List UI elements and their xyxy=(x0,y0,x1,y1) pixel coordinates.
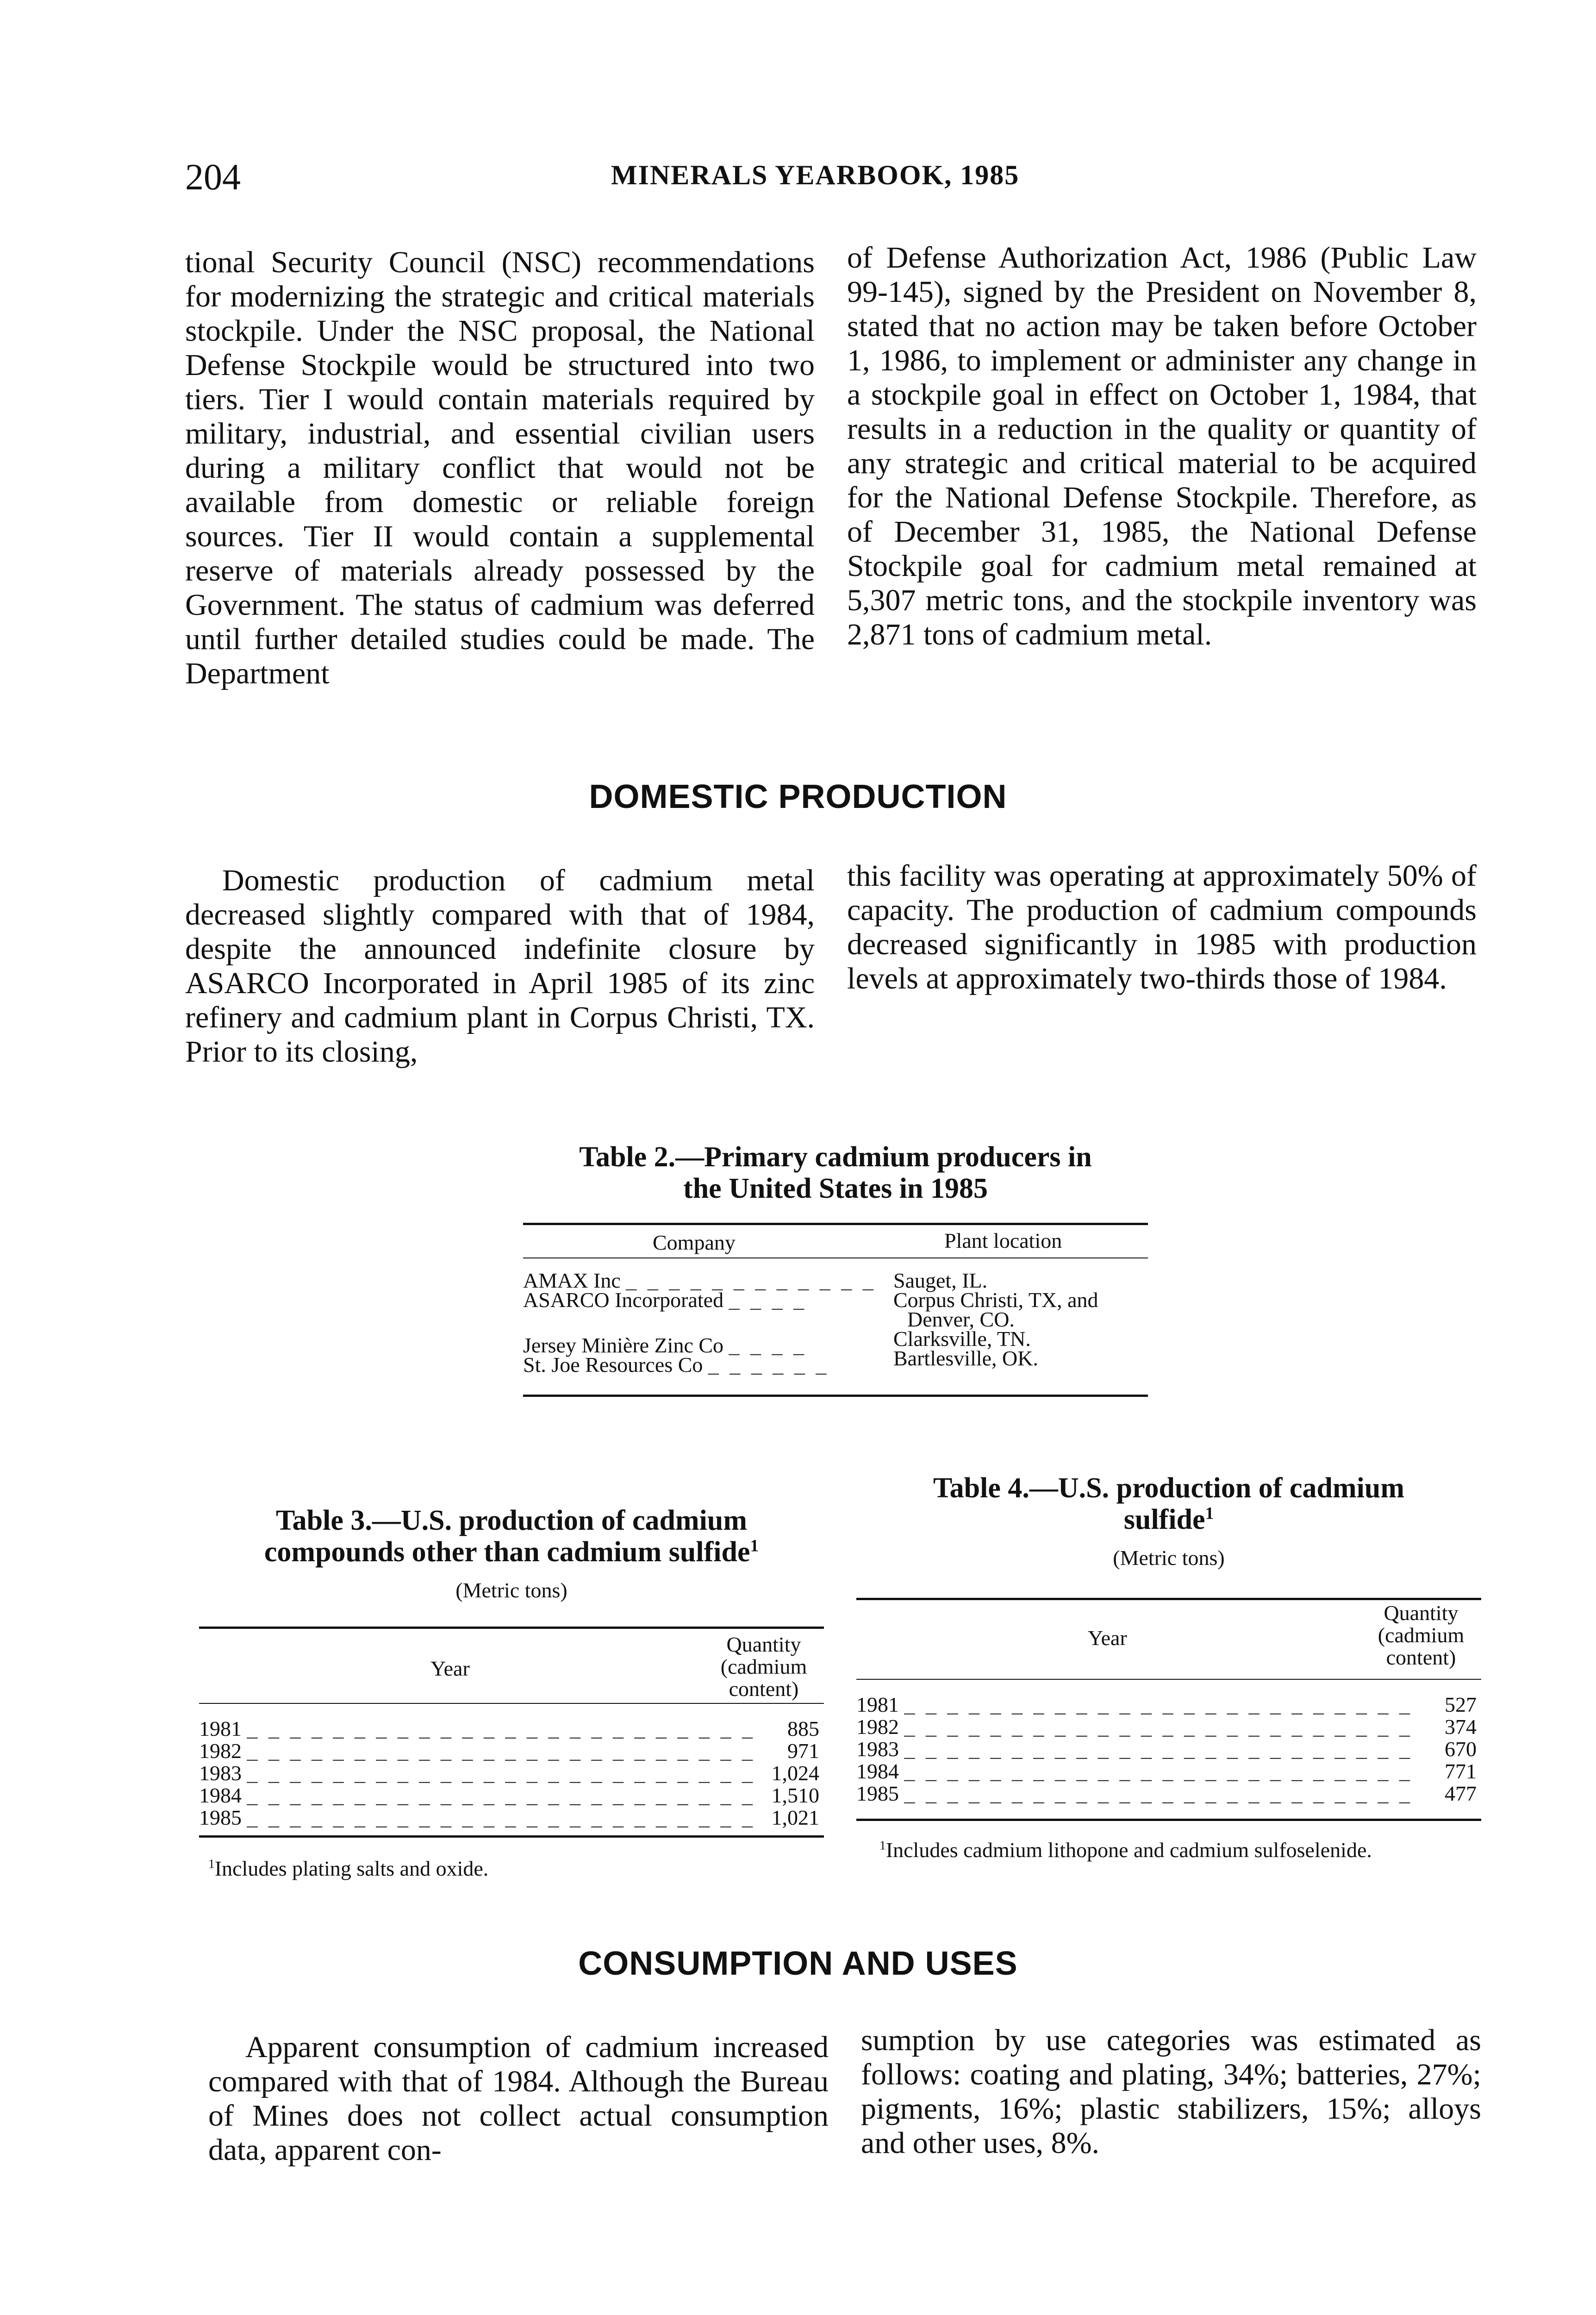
plant-location-continued: Denver, CO. xyxy=(907,1308,1015,1331)
table-3-title xyxy=(199,1505,824,1568)
table-2-title-line-2: the United States in 1985 xyxy=(683,1173,988,1204)
quantity-header-line: (cadmium xyxy=(1378,1623,1465,1647)
quantity-cell: 1,024 xyxy=(771,1761,819,1785)
consumption-left-column xyxy=(208,2030,829,2167)
table-2-title xyxy=(523,1141,1148,1204)
dot-leader: _ _ _ _ _ _ _ _ _ _ _ _ _ _ _ _ _ _ _ _ _ _ _ _ xyxy=(904,1693,1413,1716)
plant-location: Sauget, IL. xyxy=(893,1269,988,1292)
footnote-marker: 1 xyxy=(1205,1504,1214,1523)
quantity-cell: 374 xyxy=(1445,1715,1477,1739)
table-4-col-year: Year xyxy=(1088,1626,1127,1650)
dot-leader: _ _ _ _ _ _ _ _ _ _ _ _ _ _ _ _ _ _ _ _ _ _ _ _ xyxy=(904,1782,1413,1805)
table-row xyxy=(199,1740,819,1762)
table-3-bottom-rule xyxy=(199,1835,824,1838)
footnote-marker: 1 xyxy=(208,1856,215,1871)
page-header xyxy=(185,156,1504,198)
table-3-col-year: Year xyxy=(430,1657,470,1680)
table-row xyxy=(856,1716,1477,1738)
quantity-header-line: Quantity xyxy=(726,1633,801,1656)
dot-leader: _ _ _ _ xyxy=(729,1333,807,1357)
page-number: 204 xyxy=(185,157,241,198)
table-row xyxy=(199,1784,819,1807)
quantity-header-line: (cadmium xyxy=(720,1655,807,1678)
table-3 xyxy=(199,1505,824,1881)
company-name: Jersey Minière Zinc Co xyxy=(523,1333,724,1357)
table-3-body xyxy=(199,1718,819,1829)
quantity-cell: 477 xyxy=(1445,1782,1477,1805)
domestic-right-paragraph: this facility was operating at approximately 50% of capacity. The production of cadmium compounds decreased significantly in 1985 with production levels at approximately two-thirds those of 1984. xyxy=(847,859,1477,995)
table-4-title-line-1: Table 4.—U.S. production of cadmium xyxy=(933,1472,1404,1504)
year-cell: 1984 xyxy=(856,1759,899,1783)
footnote-marker: 1 xyxy=(879,1838,886,1852)
table-4-col-quantity xyxy=(1361,1602,1481,1669)
intro-left-column xyxy=(185,245,815,691)
dot-leader: _ _ _ _ _ _ _ _ _ _ _ _ _ _ _ _ _ _ _ _ _ _ _ _ xyxy=(904,1737,1413,1761)
year-cell: 1983 xyxy=(199,1761,242,1785)
footnote-text: Includes cadmium lithopone and cadmium sulfoselenide. xyxy=(885,1838,1372,1862)
table-2-header-row xyxy=(523,1228,1148,1258)
table-2-title-line-1: Table 2.—Primary cadmium producers in xyxy=(579,1141,1092,1173)
table-row xyxy=(856,1738,1477,1760)
quantity-cell: 670 xyxy=(1445,1737,1477,1761)
table-3-title-line-2 xyxy=(199,1536,824,1568)
year-cell: 1985 xyxy=(856,1782,899,1805)
year-cell: 1981 xyxy=(199,1717,242,1740)
quantity-cell: 971 xyxy=(787,1739,819,1763)
table-3-title-text: compounds other than cadmium sulfide xyxy=(264,1536,750,1568)
intro-left-paragraph: tional Security Council (NSC) recommendations for modernizing the strategic and critical materials stockpile. Under the NSC proposal, the National Defense Stockpile would be structured into two tiers. Tier I would contain materials required by military, industrial, and essential civilian users during a military conflict that would not be available from domestic or reliable foreign sources. Tier II would contain a supplemental reserve of materials already possessed by the Government. The status of cadmium was deferred until further detailed studies could be made. The Department xyxy=(185,245,815,690)
table-2-top-rule xyxy=(523,1223,1148,1225)
company-name: AMAX Inc xyxy=(523,1269,621,1292)
intro-right-column xyxy=(847,241,1477,652)
consumption-left-paragraph: Apparent consumption of cadmium increased compared with that of 1984. Although the Bureau of Mines does not collect actual consumption data, apparent con- xyxy=(208,2030,829,2167)
quantity-cell: 1,510 xyxy=(771,1783,819,1807)
table-4-title-text: sulfide xyxy=(1123,1504,1205,1535)
table-4 xyxy=(856,1472,1481,1863)
domestic-right-column xyxy=(847,859,1477,996)
dot-leader: _ _ _ _ _ _ xyxy=(708,1353,829,1376)
table-3-title-line-1: Table 3.—U.S. production of cadmium xyxy=(275,1505,747,1536)
domestic-production-heading: DOMESTIC PRODUCTION xyxy=(589,778,1007,815)
dot-leader: _ _ _ _ xyxy=(729,1288,807,1312)
footnote-text: Includes plating salts and oxide. xyxy=(214,1857,489,1880)
plant-location: Bartlesville, OK. xyxy=(893,1346,1038,1370)
table-3-col-quantity xyxy=(704,1633,824,1700)
dot-leader: _ _ _ _ _ _ _ _ _ _ _ _ xyxy=(626,1269,876,1292)
domestic-left-column xyxy=(185,863,815,1069)
table-2 xyxy=(523,1141,1148,1397)
table-4-header-rule xyxy=(856,1679,1481,1680)
table-2-col-location: Plant location xyxy=(944,1229,1062,1252)
year-cell: 1983 xyxy=(856,1737,899,1761)
company-name: St. Joe Resources Co xyxy=(523,1353,703,1376)
table-row xyxy=(856,1694,1477,1716)
dot-leader: _ _ _ _ _ _ _ _ _ _ _ _ _ _ _ _ _ _ _ _ _ _ _ _ xyxy=(247,1717,755,1740)
table-3-header-row xyxy=(199,1629,824,1703)
running-title: MINERALS YEARBOOK, 1985 xyxy=(611,160,1020,190)
dot-leader: _ _ _ _ _ _ _ _ _ _ _ _ _ _ _ _ _ _ _ _ _ _ _ _ xyxy=(247,1761,755,1785)
footnote-marker: 1 xyxy=(750,1536,759,1556)
year-cell: 1984 xyxy=(199,1783,242,1807)
table-4-title xyxy=(856,1472,1481,1535)
dot-leader: _ _ _ _ _ _ _ _ _ _ _ _ _ _ _ _ _ _ _ _ _ _ _ _ xyxy=(247,1783,755,1807)
intro-right-paragraph: of Defense Authorization Act, 1986 (Public Law 99-145), signed by the President on November 8, stated that no action may be taken before October 1, 1986, to implement or administer any change in a stockpile goal in effect on October 1, 1984, that results in a reduction in the quality or quantity of any strategic and critical material to be acquired for the National Defense Stockpile. Therefore, as of December 31, 1985, the National Defense Stockpile goal for cadmium metal remained at 5,307 metric tons, and the stockpile inventory was 2,871 tons of cadmium metal. xyxy=(847,241,1477,651)
table-3-footnote xyxy=(199,1856,824,1881)
table-row xyxy=(856,1760,1477,1783)
quantity-cell: 771 xyxy=(1445,1759,1477,1783)
plant-location: Clarksville, TN. xyxy=(893,1327,1031,1351)
table-row xyxy=(199,1807,819,1829)
year-cell: 1985 xyxy=(199,1806,242,1829)
quantity-cell: 885 xyxy=(787,1717,819,1740)
quantity-cell: 527 xyxy=(1445,1693,1477,1716)
table-row xyxy=(523,1289,807,1311)
company-name: ASARCO Incorporated xyxy=(523,1288,724,1312)
table-4-bottom-rule xyxy=(856,1819,1481,1821)
table-row xyxy=(523,1354,829,1376)
dot-leader: _ _ _ _ _ _ _ _ _ _ _ _ _ _ _ _ _ _ _ _ _ _ _ _ xyxy=(904,1759,1413,1783)
table-row xyxy=(199,1762,819,1784)
year-cell: 1981 xyxy=(856,1693,899,1716)
table-3-header-rule xyxy=(199,1703,824,1704)
table-4-footnote xyxy=(856,1838,1481,1863)
domestic-left-paragraph: Domestic production of cadmium metal decreased slightly compared with that of 1984, despite the announced indefinite closure by ASARCO Incorporated in April 1985 of its zinc refinery and cadmium plant in Corpus Christi, TX. Prior to its closing, xyxy=(185,863,815,1069)
quantity-header-line: content) xyxy=(1386,1646,1456,1669)
table-4-body xyxy=(856,1694,1477,1805)
consumption-heading: CONSUMPTION AND USES xyxy=(578,1945,1018,1982)
table-row xyxy=(199,1718,819,1740)
table-4-title-line-2 xyxy=(856,1504,1481,1535)
plant-location: Corpus Christi, TX, and xyxy=(893,1288,1098,1312)
table-4-header-row xyxy=(856,1600,1481,1679)
table-row xyxy=(856,1783,1477,1805)
table-4-units: (Metric tons) xyxy=(1113,1546,1225,1570)
consumption-right-paragraph: sumption by use categories was estimated as follows: coating and plating, 34%; batteries, 27%; pigments, 16%; plastic stabilizers, 15%; alloys and other uses, 8%. xyxy=(861,2023,1481,2160)
quantity-cell: 1,021 xyxy=(771,1806,819,1829)
quantity-header-line: content) xyxy=(729,1677,799,1701)
table-2-body xyxy=(523,1270,1148,1404)
consumption-right-column xyxy=(861,2023,1481,2160)
dot-leader: _ _ _ _ _ _ _ _ _ _ _ _ _ _ _ _ _ _ _ _ _ _ _ _ xyxy=(247,1806,755,1829)
dot-leader: _ _ _ _ _ _ _ _ _ _ _ _ _ _ _ _ _ _ _ _ _ _ _ _ xyxy=(247,1739,755,1763)
quantity-header-line: Quantity xyxy=(1384,1601,1459,1625)
table-2-col-company: Company xyxy=(653,1231,736,1254)
year-cell: 1982 xyxy=(856,1715,899,1739)
year-cell: 1982 xyxy=(199,1739,242,1763)
dot-leader: _ _ _ _ _ _ _ _ _ _ _ _ _ _ _ _ _ _ _ _ _ _ _ _ xyxy=(904,1715,1413,1739)
table-3-units: (Metric tons) xyxy=(455,1578,567,1602)
